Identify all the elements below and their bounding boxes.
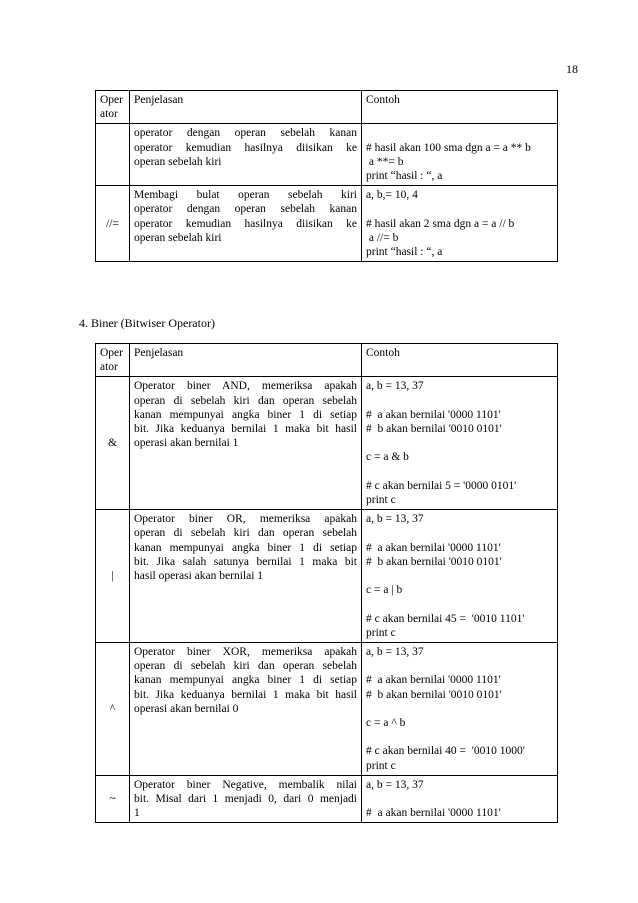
- text-line: kanan mempunyai angka biner 1 di setiap: [134, 541, 357, 554]
- example-cell: [362, 124, 558, 186]
- table1-body: [96, 91, 558, 262]
- text-line: print c: [366, 493, 396, 506]
- text-line: print “hasil : “, a: [366, 170, 443, 182]
- text-line: # a akan bernilai '0000 1101': [366, 674, 501, 687]
- text-line: a **= b: [366, 155, 404, 168]
- text-line: a, b = 13, 37: [366, 513, 424, 526]
- table2-body: [96, 344, 558, 823]
- table-row: [96, 124, 558, 186]
- table-row: [96, 377, 558, 510]
- header-row: [96, 344, 558, 377]
- example-cell: [362, 186, 558, 262]
- text-line: a, b = 13, 37: [366, 778, 424, 791]
- blank-line: [366, 569, 553, 583]
- text-line: print c: [366, 626, 396, 639]
- text-line: operan di sebelah kiri dan operan sebelah: [134, 527, 357, 540]
- text-line: # a akan bernilai '0000 1101': [366, 541, 501, 554]
- description-cell: [130, 642, 362, 775]
- description-cell: [130, 186, 362, 262]
- text-line: operator dengan operan sebelah kanan: [134, 203, 357, 216]
- text-line: # hasil akan 2 sma dgn a = a // b: [366, 217, 515, 230]
- text-line: bit. Jika salah satunya bernilai 1 maka bit: [134, 555, 357, 568]
- text-line: # c akan bernilai 40 = '0010 1000': [366, 745, 525, 758]
- text-line: # c akan bernilai 5 = '0000 0101': [366, 479, 517, 492]
- text-line: operator kemudian hasilnya diisikan ke: [134, 141, 357, 154]
- table-row: [96, 186, 558, 262]
- description-cell: [130, 377, 362, 510]
- operator-cell: &: [96, 377, 130, 510]
- description-cell: [130, 124, 362, 186]
- blank-line: [366, 526, 553, 540]
- description-cell: [130, 775, 362, 823]
- text-line: a, b = 13, 37: [366, 645, 424, 658]
- text-line: Operator biner XOR, memeriksa apakah: [134, 645, 357, 658]
- text-line: # a akan bernilai '0000 1101': [366, 807, 501, 820]
- example-cell: [362, 377, 558, 510]
- text-line: operan sebelah kiri: [134, 231, 222, 244]
- text-line: operasi akan bernilai 0: [134, 702, 239, 715]
- header-penjelasan: Penjelasan: [130, 344, 362, 377]
- operator-cell: |: [96, 510, 130, 643]
- operator-cell: ~: [96, 775, 130, 823]
- blank-line: [366, 702, 553, 716]
- blank-line: [366, 659, 553, 673]
- text-line: a //= b: [366, 231, 399, 244]
- blank-line: [366, 126, 553, 140]
- text-line: Membagi bulat operan sebelah kiri: [134, 189, 357, 202]
- blank-line: [366, 465, 553, 479]
- text-line: # b akan bernilai '0010 0101': [366, 688, 502, 701]
- example-cell: [362, 510, 558, 643]
- text-line: a, b = 13, 37: [366, 380, 424, 393]
- text-line: operasi akan bernilai 1: [134, 437, 239, 450]
- section-title: 4. Biner (Bitwiser Operator): [79, 316, 215, 330]
- table-row: [96, 775, 558, 823]
- text-line: # b akan bernilai '0010 0101': [366, 555, 502, 568]
- blank-line: [366, 202, 553, 216]
- text-line: hasil operasi akan bernilai 1: [134, 570, 264, 582]
- text-line: Operator biner Negative, membalik nilai: [134, 778, 357, 791]
- blank-line: [366, 730, 553, 744]
- blank-line: [366, 394, 553, 408]
- text-line: kanan mempunyai angka biner 1 di setiap: [134, 408, 357, 421]
- header-operator: Oper ator: [96, 91, 130, 124]
- blank-line: [366, 436, 553, 450]
- text-line: operator kemudian hasilnya diisikan ke: [134, 217, 357, 230]
- text-line: operator dengan operan sebelah kanan: [134, 127, 357, 140]
- text-line: operan di sebelah kiri dan operan sebelah: [134, 660, 357, 673]
- header-contoh: Contoh: [362, 344, 558, 377]
- bitwise-operator-table: [95, 343, 558, 823]
- text-line: c = a ^ b: [366, 716, 406, 729]
- text-line: # hasil akan 100 sma dgn a = a ** b: [366, 141, 531, 154]
- blank-line: [366, 792, 553, 806]
- operator-cell: ^: [96, 642, 130, 775]
- blank-line: [366, 597, 553, 611]
- header-penjelasan: Penjelasan: [130, 91, 362, 124]
- text-line: c = a & b: [366, 451, 409, 464]
- text-line: print c: [366, 759, 396, 772]
- operator-cell: //=: [96, 186, 130, 262]
- text-line: Operator biner OR, memeriksa apakah: [134, 513, 357, 526]
- text-line: print “hasil : “, a: [366, 246, 443, 258]
- text-line: kanan mempunyai angka biner 1 di setiap: [134, 674, 357, 687]
- text-line: Operator biner AND, memeriksa apakah: [134, 380, 357, 393]
- text-line: bit. Jika keduanya bernilai 1 maka bit hasil: [134, 688, 357, 701]
- page-number: 18: [566, 62, 578, 76]
- text-line: operan sebelah kiri: [134, 155, 222, 168]
- header-operator: Oper ator: [96, 344, 130, 377]
- table-row: [96, 642, 558, 775]
- text-line: bit. Misal dari 1 menjadi 0, dari 0 menjadi: [134, 792, 357, 805]
- example-cell: [362, 642, 558, 775]
- header-contoh: Contoh: [362, 91, 558, 124]
- text-line: operan di sebelah kiri dan operan sebelah: [134, 394, 357, 407]
- description-cell: [130, 510, 362, 643]
- text-line: # a akan bernilai '0000 1101': [366, 408, 501, 421]
- operator-cell: [96, 124, 130, 186]
- text-line: a, b,= 10, 4: [366, 189, 418, 202]
- text-line: bit. Jika keduanya bernilai 1 maka bit hasil: [134, 423, 357, 436]
- text-line: 1: [134, 807, 140, 820]
- header-row: [96, 91, 558, 124]
- text-line: # c akan bernilai 45 = '0010 1101': [366, 612, 525, 625]
- assignment-operator-table: [95, 90, 558, 262]
- text-line: # b akan bernilai '0010 0101': [366, 423, 502, 435]
- table-row: [96, 510, 558, 643]
- text-line: c = a | b: [366, 584, 403, 597]
- example-cell: [362, 775, 558, 823]
